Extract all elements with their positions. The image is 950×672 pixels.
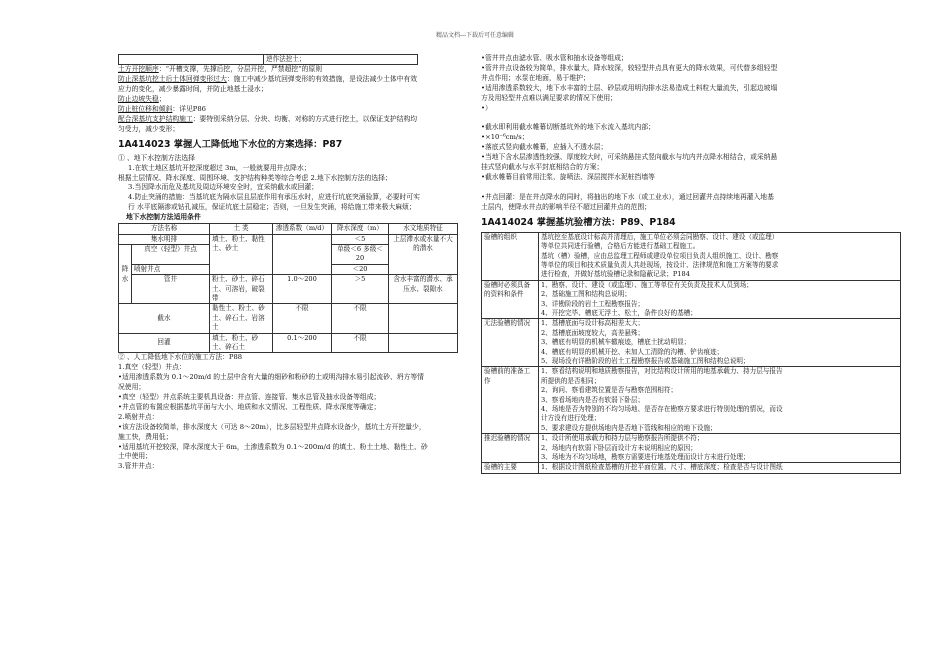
paragraph-line: 2.喷射井点： bbox=[118, 412, 159, 421]
paragraph-line: •当地下含水层渗透性较强、厚度较大时，可采纳悬挂式竖向截水与坑内井点降水相结合，或采纳悬 bbox=[481, 153, 778, 162]
list-item: 根据土层情况、降水深度、周围环境、支护结构种类等综合考虑 2.地下水控制方法的选择； bbox=[118, 173, 392, 182]
paragraph-line: •截水即利用截水帷幕切断基坑外的地下水流入基坑内部； bbox=[481, 123, 655, 132]
principle-line: 配合深基坑支护结构施工：要特别采纳分层、分块、均衡、对称的方式进行挖土，以保证支护结构均 bbox=[118, 114, 418, 123]
paragraph-line: 1.真空（轻型）井点： bbox=[118, 363, 186, 372]
table-row: 喷射井点 ＜20 bbox=[119, 264, 458, 274]
list-item: 3.当因降水而危及基坑及周边环境安全时，宜采纳截水或回灌； bbox=[128, 183, 318, 192]
subsection-heading: ② 、人工降低地下水位的施工方法：P88 bbox=[118, 353, 243, 362]
top-table-stub bbox=[118, 54, 418, 65]
table-row: 推迟验槽的情况 1、设计所使用承载力和持力层与勘察报告所提供不符； 2、场地内有软弱下卧层而设计方未说明相应的原因； 3、场地为不均匀场地，勘察方需要进行地基处理而设计方未进行处理； bbox=[482, 434, 901, 463]
table-row: 截水 黏性土、粉土、砂土、碎石土、岩溶土 不限 不限 bbox=[119, 304, 458, 333]
paragraph-line: •适用渗透系数较大，地下水丰富的土层、砂层或用明沟排水法易造成土料粒大量流失，引起边坡塌 bbox=[481, 83, 778, 92]
paragraph-line: •适用基坑开挖较深，降水深度大于 6m，土渗透系数为 0.1～200m/d 的填土、粉土土地、黏性土、砂 bbox=[118, 442, 428, 451]
principle-line: 防止深基坑挖土后土体回弹变形过大：施工中减少基坑回弹变形的有效措施，是设法减少土体中有效 bbox=[118, 75, 418, 84]
table-row: 降水 真空（轻型）井点 单级＜6 多级＜20 bbox=[119, 244, 458, 264]
subsection-heading: ① 、地下水控制方法选择 bbox=[118, 153, 195, 162]
table-row: 无法验槽的情况 1、基槽底面与设计标高相差太大； 2、基槽底面坡度较大，高差悬殊； 3、槽底有明显的机械车辙痕迹，槽底土扰动明显； 4、槽底有明显的机械开挖、未加人工清除的沟槽、铲齿痕迹； 5、现场没有详勘阶段的岩土工程勘察报告或基础施工图和结构总说明； bbox=[482, 319, 901, 367]
section-title-1a414024: 1A414024 掌握基坑验槽方法：P89、P184 bbox=[481, 216, 676, 228]
top-table-cell: 逆作法挖土； bbox=[264, 55, 418, 65]
page-header: 精品文档---下载后可任意编辑 bbox=[435, 32, 515, 39]
paragraph-line: 土层内，使降水井点的影响半径不超过回灌井点的范围； bbox=[481, 202, 651, 211]
table-header-row: 方法名称 土 类 渗透系数（m/d） 降水深度（m） 水文地质特征 bbox=[119, 224, 458, 234]
table-row: 验槽时必须具备的资料和条件 1、勘察、设计、建设（或监理）、施工等单位有关负责及技术人员到场； 2、基础施工图和结构总说明； 3、详勘阶段的岩土工程勘察报告； 4、开挖完毕、槽底无浮土、松土，条件良好的基槽； bbox=[482, 280, 901, 319]
left-column bbox=[118, 54, 466, 472]
paragraph-line: •截水帷幕目前常用注浆、旋喷法、深层搅拌水泥桩挡墙等 bbox=[481, 172, 655, 181]
paragraph-line: •管井井点设备较为简单，排水量大，降水较深，较轻型井点具有更大的降水效果，可代替多组轻型 bbox=[481, 63, 778, 72]
table-row: 集水明排 填土、粉土、黏性土、砂土 ＜5 上层滞水或水量不大的潜水 bbox=[119, 234, 458, 244]
paragraph-line: 方及用轻型井点难以满足要求的情况下使用； bbox=[481, 93, 617, 102]
paragraph-line: •×10⁻⁶cm/s； bbox=[481, 133, 529, 142]
list-item: 4.防止突涌的措施：当基坑底为隔水层且层底作用有承压水时，应进行坑底突涌验算，必要时可实 bbox=[128, 193, 420, 202]
paragraph-line: •该方法设备较简单，排水深度大（可达 8～20m），比多层轻型井点降水设备少，基坑土方开挖量少， bbox=[118, 422, 426, 431]
principle-line: 防止桩位移和倾斜：详见P86 bbox=[118, 105, 206, 114]
list-item: 1.在软土地区基坑开挖深度超过 3m，一般就要用井点降水； bbox=[128, 163, 311, 172]
table-row: 验槽前的准备工作 1、察看结构说明和地质勘察报告，对比结构设计所用的地基承载力、持力层与报告 所提供的是否相同； 2、询问、察看建筑位置是否与勘察范围相符； 3、察看场地内是否有软弱下卧层； 4、场地是否为特别的不均匀场地、是否存在勘察方要求进行特别处理的情况，而设 计方没有进行处理； 5、要求建设方提供场地内是否地下管线和相应的地下设施； bbox=[482, 367, 901, 434]
paragraph-line: 施工快，费用低； bbox=[118, 432, 173, 441]
principle-line: 应力的变化，减少暴露时间，并防止地基土浸水； bbox=[118, 85, 268, 94]
foundation-inspection-table bbox=[481, 232, 901, 474]
paragraph-line: •井点回灌：是在井点降水的同时，将抽出的地下水（或工业水），通过回灌井点持续地再灌入地基 bbox=[481, 192, 774, 201]
table-row: 验槽的主要 1、根据设计图纸检查基槽的开挖平面位置、尺寸、槽底深度；检查是否与设计图纸 bbox=[482, 463, 901, 473]
paragraph-line: 况使用； bbox=[118, 383, 146, 392]
paragraph-line: 井点作用；水泵在地面，易于维护； bbox=[481, 73, 590, 82]
principle-line: 防止边坡失稳； bbox=[118, 95, 166, 104]
paragraph-line: 土中使用； bbox=[118, 452, 152, 461]
section-title-1a414023: 1A414023 掌握人工降低地下水位的方案选择：P87 bbox=[118, 138, 343, 150]
paragraph-line: •落底式竖向截水帷幕，应插入不透水层； bbox=[481, 143, 608, 152]
paragraph-line: •真空（轻型）井点系统主要机具设备：井点管、连接管、集水总管及抽水设备等组成； bbox=[118, 393, 381, 401]
table-row: 回灌 填土、粉土、砂土、碎石土 0.1～200 不限 bbox=[119, 333, 458, 353]
paragraph-line: •管井井点由滤水管、吸水管和抽水设备等组成； bbox=[481, 54, 628, 62]
right-column bbox=[481, 54, 901, 474]
principle-line: 匀受力，减少变形； bbox=[118, 124, 180, 133]
paragraph-line: •） bbox=[481, 103, 492, 112]
table-row: 验槽的组织 基坑挖至基底设计标高并清理后，施工单位必须会同勘察、设计、建设（或监理） 等单位共同进行验槽，合格后方能进行基础工程施工。 基坑（槽）验槽，应由总监理工程师或建设单位项目负责人组织施工、设计、勘察 等单位的项目和技术质量负责人共赴现场，按设计、法律规范和施工方案等的要求 进行检查，并做好基坑验槽记录和隐蔽记录；P184 bbox=[482, 232, 901, 280]
groundwater-control-table bbox=[118, 223, 458, 353]
paragraph-line: •井点管的布置应根据基坑平面与大小、地质和水文情况、工程性质、降水深度等确定； bbox=[118, 402, 381, 411]
paragraph-line: 挂式竖向截水与水平封底相结合的方案； bbox=[481, 163, 604, 172]
list-item: 行 水平底隔渗或钻孔减压，保证坑底土层稳定；否则，一旦发生突涌，将给施工带来极大麻烦； bbox=[128, 203, 416, 212]
principle-line: 土方开挖顺序：“开槽支撑，先撑后挖，分层开挖，严禁超挖”的原则 bbox=[118, 65, 323, 74]
table-caption: 地下水控制方法适用条件 bbox=[126, 213, 201, 222]
table-row: 管井 粉土、砂土、碎石土、可溶岩，破裂带 1.0～200 ＞5 含水丰富的潜水、承压水、裂隙水 bbox=[119, 275, 458, 304]
paragraph-line: •适用渗透系数为 0.1～20m/d 的土层中含有大量的细砂和粉砂的土或明沟排水易引起流砂、坍方等情 bbox=[118, 373, 424, 382]
paragraph-line: 3.管井井点： bbox=[118, 462, 159, 471]
